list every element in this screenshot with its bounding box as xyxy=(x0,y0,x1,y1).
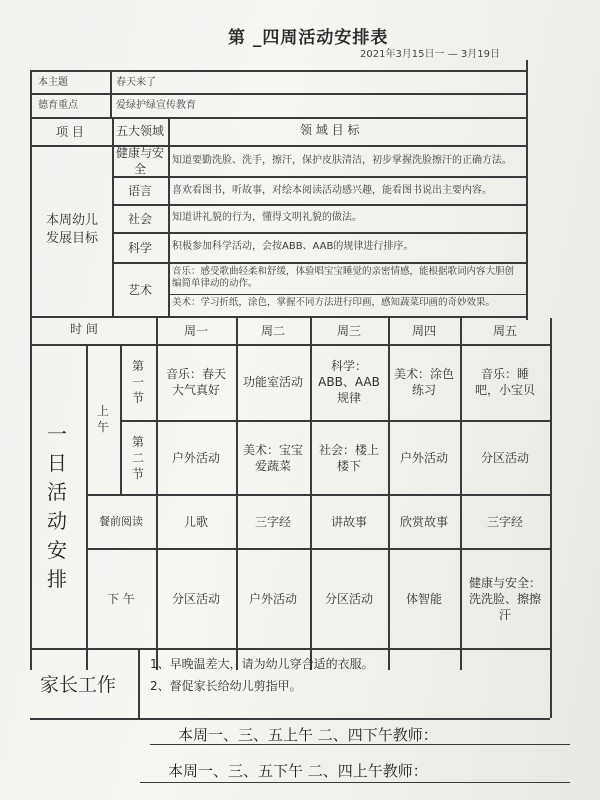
row-line xyxy=(30,648,550,650)
page-title: 第 _四周活动安排表 xyxy=(228,28,389,48)
signature-underline xyxy=(150,744,570,745)
goal-language: 喜欢看图书，听故事，对绘本阅读活动感兴趣，能看图书说出主要内容。 xyxy=(172,185,492,196)
parents-item-1: 1、早晚温差大，请为幼儿穿合适的衣服。 xyxy=(150,657,374,671)
s2-mon: 户外活动 xyxy=(171,450,220,465)
goal-art-fine: 美术：学习折纸，涂色，掌握不同方法进行印画，感知蔬菜印画的奇妙效果。 xyxy=(172,297,496,308)
reading-label: 餐前阅读 xyxy=(99,514,143,528)
s1-wed: 科学：ABB、AAB规律 xyxy=(318,358,380,406)
col-goal-header: 领 域 目 标 xyxy=(300,123,360,137)
goal-science: 积极参加科学活动，会按ABB、AAB的规律进行排序。 xyxy=(172,241,414,252)
domain-health: 健康与安全 xyxy=(115,145,164,176)
pm-mon: 分区活动 xyxy=(171,591,220,606)
day-mon: 周一 xyxy=(183,323,208,338)
goal-art-music: 音乐：感受歌曲轻柔和舒缓，体验唱宝宝睡觉的亲密情感，能根据歌词内容大胆创编简单律动的动作。 xyxy=(172,266,515,289)
goal-row-line xyxy=(112,262,526,264)
parents-label: 家长工作 xyxy=(40,674,117,696)
s1-thu: 美术：涂色练习 xyxy=(394,366,455,397)
meta-row-line xyxy=(30,117,526,119)
reading-thu: 欣赏故事 xyxy=(399,514,448,529)
meta-label-theme: 本主题 xyxy=(38,77,68,88)
goal-row-line xyxy=(112,232,526,234)
signature-underline xyxy=(140,782,570,783)
meta-label-moral: 德育重点 xyxy=(38,100,78,111)
daily-schedule-label: 一日活动安排 xyxy=(47,422,67,591)
afternoon-label: 下 午 xyxy=(107,591,135,606)
goal-row-line xyxy=(112,176,526,178)
goals-divider xyxy=(168,117,170,317)
goal-social: 知道讲礼貌的行为，懂得文明礼貌的做法。 xyxy=(172,212,362,223)
table-top-line xyxy=(30,70,526,72)
domain-language: 语言 xyxy=(127,183,152,198)
domain-social: 社会 xyxy=(127,211,152,226)
table-left-line xyxy=(30,70,32,670)
s1-fri: 音乐：睡吧，小宝贝 xyxy=(474,366,535,397)
domain-art: 艺术 xyxy=(127,282,152,297)
s1-tue: 功能室活动 xyxy=(242,374,303,389)
goal-health: 知道要勤洗脸、洗手，擦汗，保护皮肤清洁，初步掌握洗脸擦汗的正确方法。 xyxy=(172,155,512,166)
goals-header-line xyxy=(30,145,526,147)
pm-fri: 健康与安全：洗洗脸、擦擦汗 xyxy=(469,575,542,623)
day-thu: 周四 xyxy=(411,323,436,338)
col-item-header: 项 目 xyxy=(56,125,84,139)
col-domain-header: 五大领域 xyxy=(115,123,164,138)
pm-thu: 体智能 xyxy=(405,591,442,606)
domain-science: 科学 xyxy=(127,240,152,255)
section1-label: 第一节 xyxy=(131,358,144,406)
parents-bottom-line xyxy=(30,718,550,720)
reading-fri: 三字经 xyxy=(486,514,523,529)
reading-mon: 儿歌 xyxy=(183,514,208,529)
morning-label: 上午 xyxy=(96,403,109,434)
art-split-line xyxy=(168,294,526,295)
parents-divider xyxy=(138,648,140,718)
reading-tue: 三字经 xyxy=(254,514,291,529)
time-header: 时 间 xyxy=(70,322,98,336)
day-wed: 周三 xyxy=(336,323,361,338)
pm-wed: 分区活动 xyxy=(324,591,373,606)
section2-label: 第二节 xyxy=(131,434,144,482)
parents-item-2: 2、督促家长给幼儿剪指甲。 xyxy=(150,679,302,693)
goals-side-label: 本周幼儿发展目标 xyxy=(46,213,99,246)
day-tue: 周二 xyxy=(260,323,285,338)
s2-wed: 社会：楼上楼下 xyxy=(318,442,379,473)
meta-value-theme: 春天来了 xyxy=(116,77,156,88)
meta-value-moral: 爱绿护绿宣传教育 xyxy=(116,100,196,111)
day-fri: 周五 xyxy=(492,323,517,338)
s2-tue: 美术：宝宝爱蔬菜 xyxy=(242,442,303,473)
table-right-line-bottom xyxy=(550,318,552,718)
goal-row-line xyxy=(112,204,526,206)
date-range: 2021年3月15日一 — 3月19日 xyxy=(360,49,500,60)
pm-tue: 户外活动 xyxy=(248,591,297,606)
s1-mon: 音乐：春天大气真好 xyxy=(165,366,226,397)
signature-line-1: 本周一、三、五上午 二、四下午教师： xyxy=(178,726,438,744)
reading-wed: 讲故事 xyxy=(330,514,367,529)
meta-row-line xyxy=(30,93,526,95)
s2-fri: 分区活动 xyxy=(480,450,529,465)
table-right-line-top xyxy=(526,60,528,320)
s2-thu: 户外活动 xyxy=(399,450,448,465)
signature-line-2: 本周一、三、五下午 二、四上午教师： xyxy=(168,762,428,780)
